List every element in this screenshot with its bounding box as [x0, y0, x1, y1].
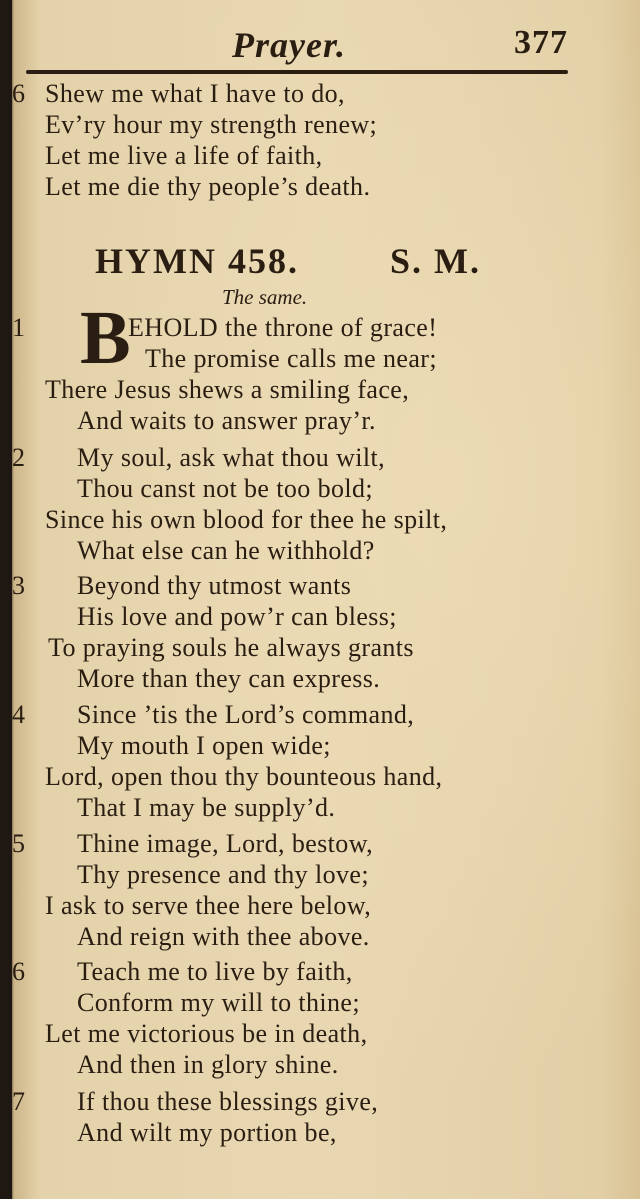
- verse-line: To praying souls he always grants: [48, 633, 414, 662]
- header-rule: [26, 70, 568, 74]
- verse-line: And waits to answer pray’r.: [77, 406, 376, 435]
- verse-line: Let me die thy people’s death.: [45, 172, 371, 201]
- verse-number: 1: [12, 313, 25, 342]
- verse-line: Thou canst not be too bold;: [77, 474, 374, 503]
- verse-line: More than they can express.: [77, 664, 381, 693]
- verse-number: 7: [12, 1087, 25, 1116]
- verse-line: And wilt my portion be,: [77, 1118, 337, 1147]
- hymn-subtitle: The same.: [222, 285, 308, 309]
- verse-line: The promise calls me near;: [145, 344, 437, 373]
- verse-line: Ev’ry hour my strength renew;: [45, 110, 378, 139]
- verse-line: Thine image, Lord, bestow,: [77, 829, 374, 858]
- hymn-meter: S. M.: [390, 241, 481, 281]
- running-title: Prayer.: [232, 25, 346, 65]
- verse-number: 6: [12, 79, 25, 108]
- verse-line: Shew me what I have to do,: [45, 79, 345, 108]
- verse-line: My soul, ask what thou wilt,: [77, 443, 386, 472]
- verse-line: EHOLD the throne of grace!: [128, 313, 438, 342]
- verse-line: His love and pow’r can bless;: [77, 602, 397, 631]
- verse-line: There Jesus shews a smiling face,: [45, 375, 410, 404]
- verse-number: 5: [12, 829, 25, 858]
- verse-line: Conform my will to thine;: [77, 988, 360, 1017]
- verse-line: And then in glory shine.: [77, 1050, 339, 1079]
- verse-line: Since ’tis the Lord’s command,: [77, 700, 415, 729]
- verse-number: 6: [12, 957, 25, 986]
- running-head: [0, 20, 640, 70]
- verse-line: Let me victorious be in death,: [45, 1019, 368, 1048]
- verse-line: Thy presence and thy love;: [77, 860, 369, 889]
- page-spine-edge: [0, 0, 12, 1199]
- verse-line: That I may be supply’d.: [77, 793, 336, 822]
- verse-line: My mouth I open wide;: [77, 731, 331, 760]
- verse-line: I ask to serve thee here below,: [45, 891, 372, 920]
- verse-line: Let me live a life of faith,: [45, 141, 323, 170]
- verse-line: What else can he withhold?: [77, 536, 375, 565]
- hymn-title: HYMN 458.: [95, 241, 299, 281]
- verse-line: And reign with thee above.: [77, 922, 370, 951]
- verse-number: 4: [12, 700, 25, 729]
- verse-line: Lord, open thou thy bounteous hand,: [45, 762, 443, 791]
- verse-line: Teach me to live by faith,: [77, 957, 353, 986]
- verse-number: 2: [12, 443, 25, 472]
- verse-line: Beyond thy utmost wants: [77, 571, 352, 600]
- verse-line: Since his own blood for thee he spilt,: [45, 505, 448, 534]
- verse-number: 3: [12, 571, 25, 600]
- page-number: 377: [514, 24, 568, 61]
- verse-line: If thou these blessings give,: [77, 1087, 379, 1116]
- drop-cap: B: [80, 296, 131, 380]
